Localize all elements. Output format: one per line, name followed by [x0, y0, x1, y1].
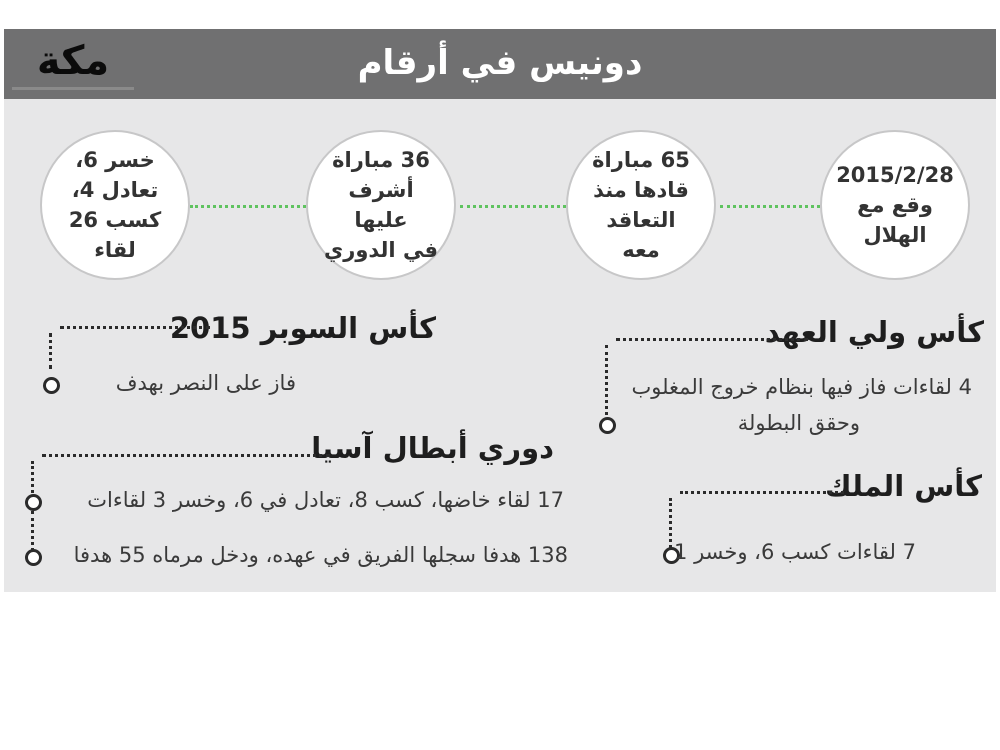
page-title: دونيس في أرقام [357, 43, 643, 83]
connector-line-2 [460, 205, 566, 208]
stat-circle-league-record [40, 130, 190, 280]
king-cup-vline [669, 498, 672, 548]
stat-line: لقاء [94, 238, 136, 262]
stat-line: في الدوري [324, 238, 438, 262]
stat-circle-total-matches [566, 130, 716, 280]
asian-champions-league-hline [42, 454, 330, 457]
infographic-card [4, 29, 996, 592]
stat-line: 36 مباراة [332, 148, 430, 172]
crown-prince-cup-hline [616, 338, 808, 341]
crown-prince-cup-vline [605, 345, 608, 415]
logo-underline [12, 87, 134, 90]
super-cup-text: فاز على النصر بهدف [115, 371, 296, 395]
stat-line: 65 مباراة [592, 148, 690, 172]
stat-line: التعاقد [606, 208, 676, 232]
crown-prince-cup-text-1: 4 لقاءات فاز فيها بنظام خروج المغلوب [631, 375, 972, 399]
asian-champions-league-text-1: 17 لقاء خاضها، كسب 8، تعادل في 6، وخسر 3 لقاءات [87, 488, 564, 512]
asian-champions-league-node-1 [25, 494, 42, 511]
super-cup-node [43, 377, 60, 394]
asian-champions-league-node-2 [25, 549, 42, 566]
super-cup-vline [49, 333, 52, 369]
stat-line: الهلال [863, 223, 927, 247]
header-bar [4, 29, 996, 99]
stat-line: قادها منذ [593, 178, 689, 202]
asian-champions-league-title: دوري أبطال آسيا [311, 431, 554, 465]
stat-circle-league-matches [306, 130, 456, 280]
stat-line: كسب 26 [68, 208, 162, 232]
stat-line: وقع مع [857, 193, 933, 217]
crown-prince-cup-text-2: وحقق البطولة [737, 411, 860, 435]
king-cup-hline [680, 491, 844, 494]
stat-line: خسر 6، [75, 148, 155, 172]
super-cup-title: كأس السوبر 2015 [169, 311, 436, 345]
king-cup-text: 7 لقاءات كسب 6، وخسر 1 [674, 540, 916, 564]
makkah-logo [10, 35, 136, 97]
asian-champions-league-text-2: 138 هدفا سجلها الفريق في عهده، ودخل مرماه 55 هدفا [73, 543, 568, 567]
crown-prince-cup-node [599, 417, 616, 434]
king-cup-title: كأس الملك [825, 469, 982, 503]
crown-prince-cup-title: كأس ولي العهد [764, 315, 984, 349]
super-cup-hline [60, 326, 210, 329]
stat-line: أشرف عليها [348, 178, 414, 232]
connector-line-3 [720, 205, 820, 208]
stat-line: 2015/2/28 [836, 163, 954, 187]
stat-circle-signing-date [820, 130, 970, 280]
stat-line: معه [622, 238, 660, 262]
stat-line: تعادل 4، [71, 178, 159, 202]
logo-text: مكة [36, 38, 110, 84]
connector-line-1 [190, 205, 306, 208]
asian-champions-league-vline-2 [31, 511, 34, 551]
